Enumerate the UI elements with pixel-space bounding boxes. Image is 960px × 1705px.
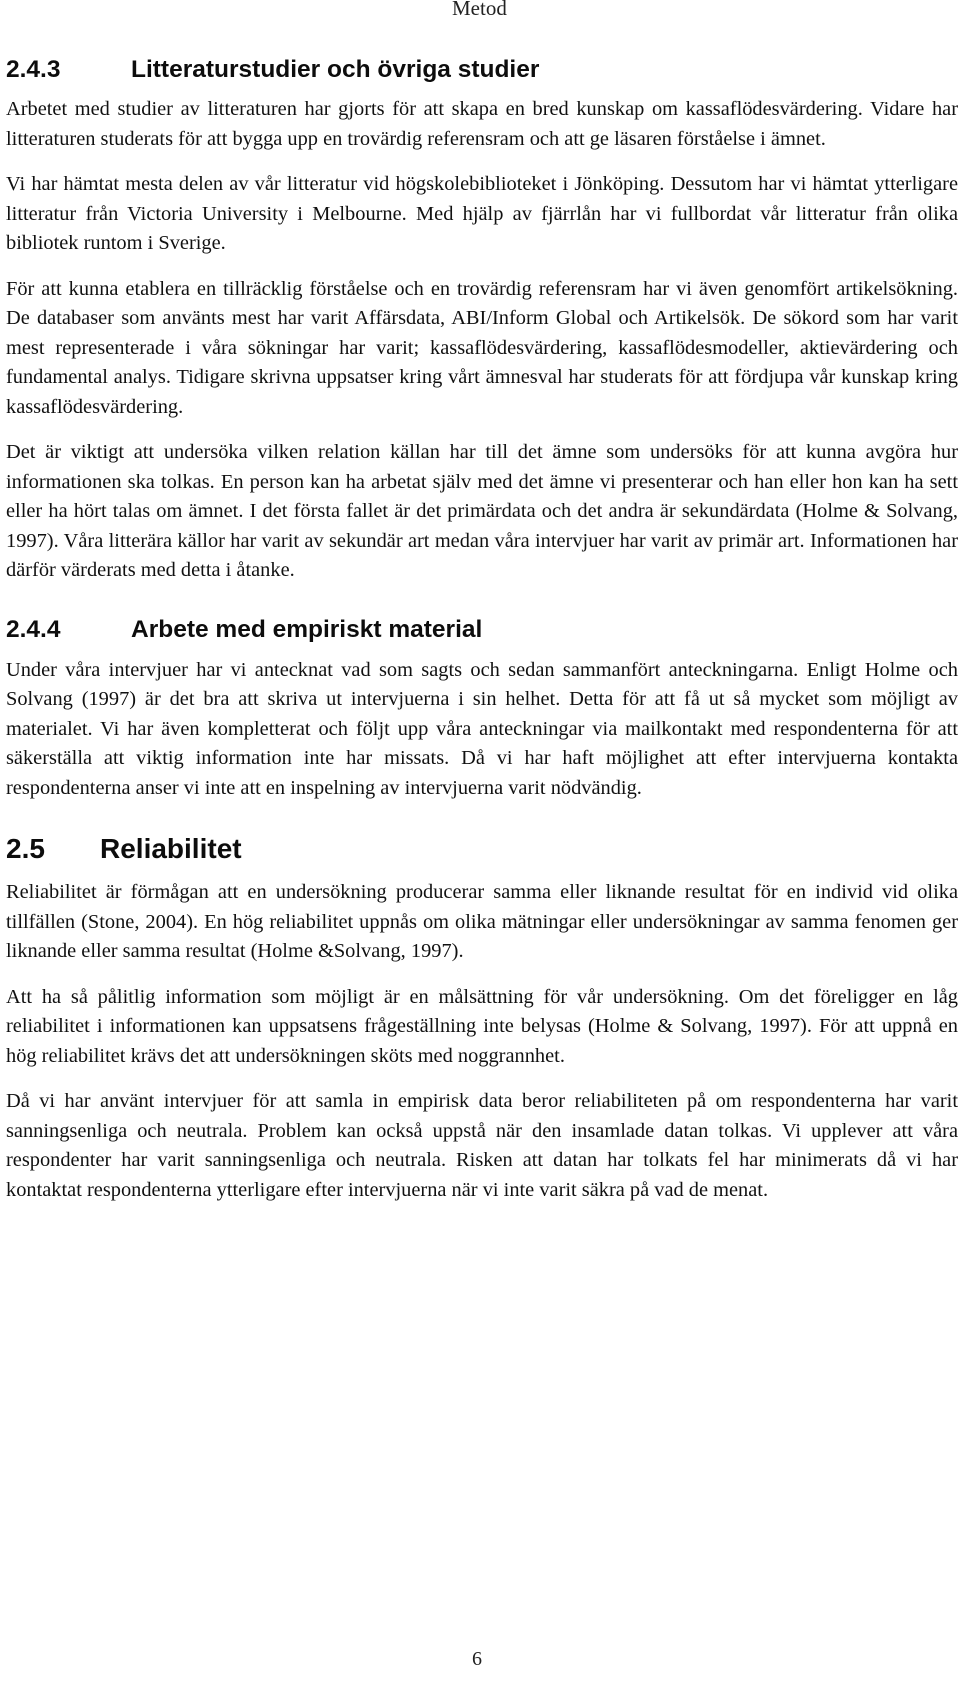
section-heading-2-4-3 <box>6 56 958 84</box>
section-title: Reliabilitet <box>100 833 242 864</box>
section-title: Arbete med empiriskt material <box>131 615 483 643</box>
paragraph: Vi har hämtat mesta delen av vår litteratur vid högskolebiblioteket i Jönköping. Dessutom har vi hämtat ytterligare litteratur från Victoria University i Melbourne. Med hjälp av fjärrlån har vi fullbordat vår litteratur från olika bibliotek runtom i Sverige. <box>6 173 958 254</box>
section-number: 2.4.4 <box>6 615 61 643</box>
paragraph: Det är viktigt att undersöka vilken relation källan har till det ämne som undersöks för att kunna avgöra hur informationen ska tolkas. En person kan ha arbetat själv med det ämne vi presenterar och han eller hon kan ha sett eller ha hört talas om ämnet. I det första fallet är det primärdata och det andra är sekundärdata (Holme & Solvang, 1997). Våra litterära källor har varit av sekundär art medan våra intervjuer har varit av primär art. Informationen har därför värderats med detta i åtanke. <box>6 441 958 581</box>
section-heading-2-4-4 <box>6 616 958 644</box>
section-title: Litteraturstudier och övriga studier <box>131 56 540 83</box>
paragraph: Då vi har använt intervjuer för att samla in empirisk data beror reliabiliteten på om respondenterna har varit sanningsenliga och neutrala. Problem kan också uppstå när den insamlade datan tolkas. Vi upplever att våra respondenter har varit sanningsenliga och neutrala. Risken att datan har tolkats fel har minimerats då vi har kontaktat respondenterna ytterligare efter intervjuerna när vi inte varit säkra på vad de menat. <box>6 1090 958 1201</box>
paragraph: Under våra intervjuer har vi antecknat vad som sagts och sedan sammanfört anteckningarna. Enligt Holme och Solvang (1997) är det bra att skriva ut intervjuerna i sin helhet. Detta för att få ut så mycket som möjligt av materialet. Vi har även kompletterat och följt upp våra anteckningar via mailkontakt med respondenterna för att säkerställa att viktig information inte har missats. Då vi har haft möjlighet att efter intervjuerna kontakta respondenterna anser vi inte att en inspelning av intervjuerna varit nödvändig. <box>6 658 958 799</box>
section-number: 2.5 <box>6 833 45 864</box>
paragraph: Att ha så pålitlig information som möjligt är en målsättning för vår undersökning. Om det föreligger en låg reliabilitet i informationen kan uppsatsens frågeställning inte belysas (Holme & Solvang, 1997). För att uppnå en hög reliabilitet krävs det att undersökningen sköts med noggrannhet. <box>6 985 958 1067</box>
running-header: Metod <box>452 0 507 20</box>
section-number: 2.4.3 <box>6 56 61 83</box>
paragraph: Reliabilitet är förmågan att en undersökning producerar samma eller liknande resultat för en individ vid olika tillfällen (Stone, 2004). En hög reliabilitet uppnås om olika mätningar eller undersökningar av samma fenomen ger liknande eller samma resultat (Holme &Solvang, 1997). <box>6 881 958 962</box>
page-body <box>6 56 958 1221</box>
paragraph: För att kunna etablera en tillräcklig förståelse och en trovärdig referensram har vi även genomfört artikelsökning. De databaser som använts mest har varit Affärsdata, ABI/Inform Global och Artikelsök. De sökord som har varit mest representerade i våra sökningar har varit; kassaflödesvärdering, kassaflödesmodeller, aktievärdering och fundamental analys. Tidigare skrivna uppsatser kring vårt ämnesval har studerats för att fördjupa vår kunskap kring kassaflödesvärdering. <box>6 277 958 418</box>
page-number: 6 <box>472 1648 482 1670</box>
section-heading-2-5 <box>6 833 958 865</box>
paragraph: Arbetet med studier av litteraturen har gjorts för att skapa en bred kunskap om kassaflödesvärdering. Vidare har litteraturen studerats för att bygga upp en trovärdig referensram och att ge läsaren förståelse i ämnet. <box>6 98 958 150</box>
